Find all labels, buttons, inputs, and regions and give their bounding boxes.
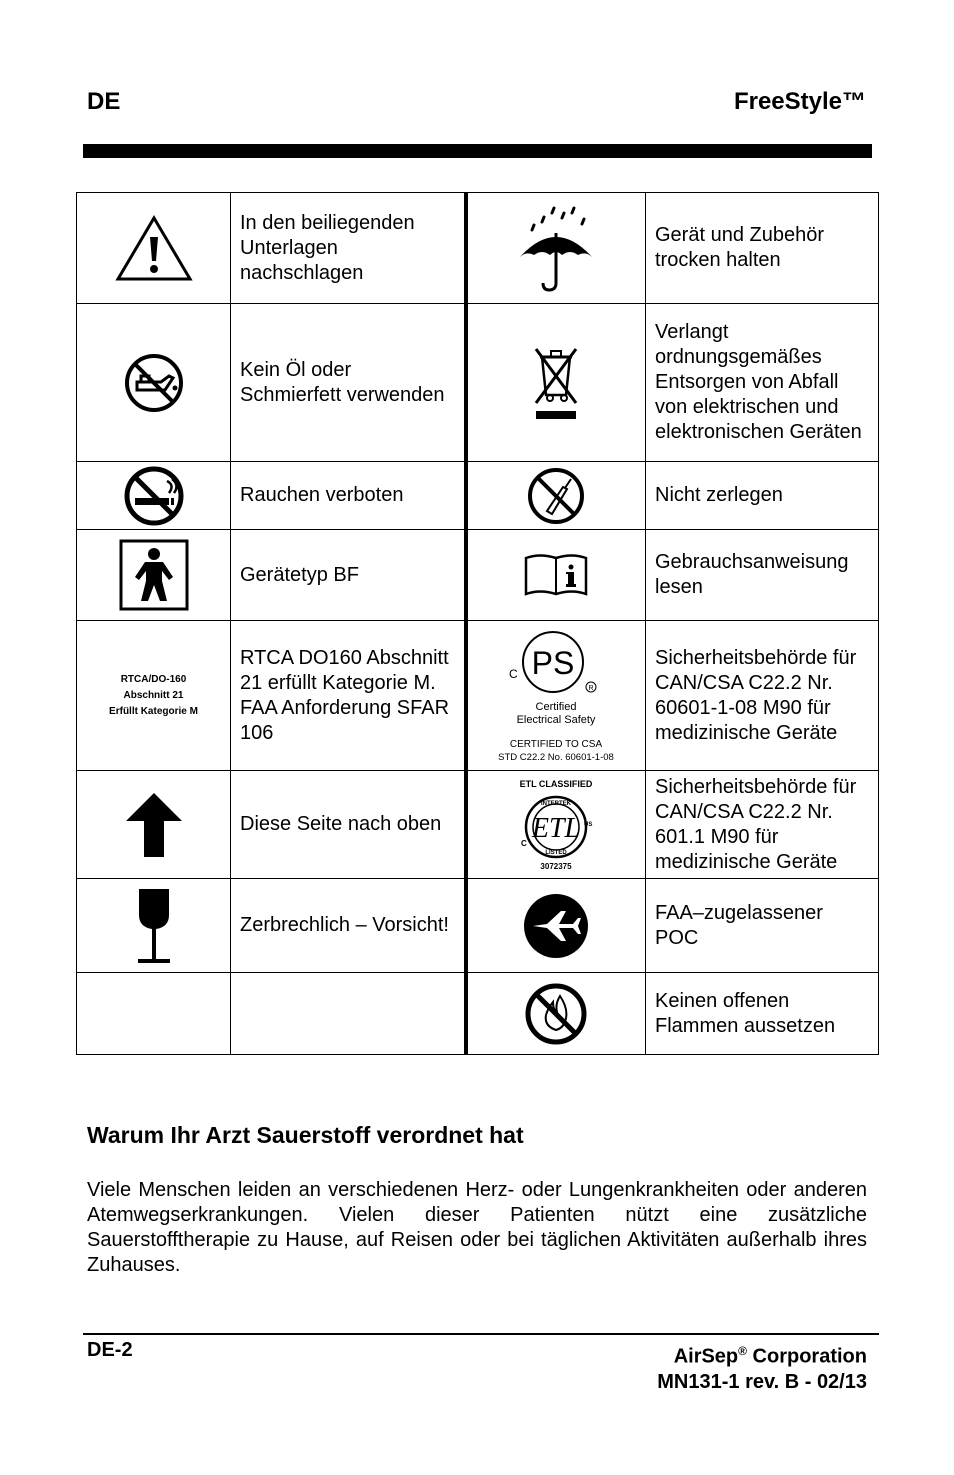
umbrella-rain-icon bbox=[466, 193, 646, 304]
csa-mark-icon bbox=[466, 621, 646, 771]
no-open-flame-icon bbox=[466, 973, 646, 1055]
warning-triangle-icon bbox=[77, 193, 231, 304]
empty-cell bbox=[231, 973, 466, 1055]
company-suffix: Corporation bbox=[747, 1345, 867, 1368]
airplane-icon bbox=[466, 879, 646, 973]
symbol-description: Verlangt ordnungsgemäßes Entsorgen von Abfall von elektrischen und elektronischen Geräten bbox=[646, 304, 879, 462]
header-rule bbox=[83, 144, 872, 158]
table-row bbox=[77, 621, 879, 771]
header-product: FreeStyle™ bbox=[733, 88, 866, 115]
csa-line2: STD C22.2 No. 60601-1-08 bbox=[498, 751, 615, 763]
table-row bbox=[77, 193, 879, 304]
symbol-description: RTCA DO160 Abschnitt 21 erfüllt Kategorie M. FAA Anforderung SFAR 106 bbox=[231, 621, 466, 771]
etl-classified: ETL CLASSIFIED bbox=[519, 778, 593, 789]
csa-electrical-safety: Electrical Safety bbox=[516, 713, 596, 726]
symbol-description: Sicherheitsbehörde für CAN/CSA C22.2 Nr. 601.1 M90 für medizinische Geräte bbox=[646, 771, 879, 879]
symbol-description: Diese Seite nach oben bbox=[231, 771, 466, 879]
csa-ps: PS bbox=[531, 644, 575, 681]
symbol-description: Gebrauchsanweisung lesen bbox=[646, 530, 879, 621]
header-language: DE bbox=[87, 88, 121, 115]
csa-c: C bbox=[509, 666, 518, 681]
no-disassembly-icon bbox=[466, 462, 646, 530]
etl-intertek: INTERTEK bbox=[541, 800, 572, 807]
footer-company-block bbox=[657, 1339, 867, 1395]
fragile-glass-icon bbox=[77, 879, 231, 973]
registered-mark: ® bbox=[738, 1344, 747, 1358]
read-manual-icon bbox=[466, 530, 646, 621]
empty-cell bbox=[77, 973, 231, 1055]
no-oil-icon bbox=[77, 304, 231, 462]
weee-bin-icon bbox=[466, 304, 646, 462]
symbol-description: Gerätetyp BF bbox=[231, 530, 466, 621]
svg-text:R: R bbox=[588, 684, 594, 692]
rtca-line: RTCA/DO-160 bbox=[120, 673, 187, 685]
section-title: Warum Ihr Arzt Sauerstoff verordnet hat bbox=[87, 1122, 524, 1148]
table-row bbox=[77, 973, 879, 1055]
section-body: Viele Menschen leiden an verschiedenen Herz- oder Lungenkrankheiten oder anderen Atemwegserkrankungen. Vielen dieser Patienten nützt eine zusätzliche Sauerstofftherapie zu Hause, auf Reisen oder bei täglichen Aktivitäten außerhalb ihres Zuhauses. bbox=[87, 1179, 867, 1276]
no-smoking-icon bbox=[77, 462, 231, 530]
table-row bbox=[77, 304, 879, 462]
csa-line1: CERTIFIED TO CSA bbox=[510, 738, 603, 750]
rtca-line: Erfüllt Kategorie M bbox=[109, 705, 198, 717]
document-revision: MN131-1 rev. B - 02/13 bbox=[657, 1370, 867, 1393]
footer-rule bbox=[83, 1333, 879, 1335]
rtca-line: Abschnitt 21 bbox=[123, 689, 184, 701]
type-bf-icon bbox=[77, 530, 231, 621]
symbol-description: Zerbrechlich – Vorsicht! bbox=[231, 879, 466, 973]
etl-number: 3072375 bbox=[540, 861, 572, 871]
rtca-label bbox=[77, 621, 231, 771]
etl-c: C bbox=[521, 838, 528, 848]
table-row bbox=[77, 879, 879, 973]
etl-listed: LISTED bbox=[545, 849, 567, 856]
table-row bbox=[77, 771, 879, 879]
etl-mark-icon bbox=[466, 771, 646, 879]
symbol-description: FAA–zugelassener POC bbox=[646, 879, 879, 973]
symbol-description: Sicherheitsbehörde für CAN/CSA C22.2 Nr. 60601-1-08 M90 für medizinische Geräte bbox=[646, 621, 879, 771]
page-number: DE-2 bbox=[87, 1339, 133, 1361]
table-row bbox=[77, 462, 879, 530]
symbol-description: Keinen offenen Flammen aussetzen bbox=[646, 973, 879, 1055]
symbols-table bbox=[76, 192, 879, 1055]
symbol-description: Kein Öl oder Schmierfett verwenden bbox=[231, 304, 466, 462]
table-row bbox=[77, 530, 879, 621]
symbol-description: Nicht zerlegen bbox=[646, 462, 879, 530]
svg-text:ETL: ETL bbox=[532, 812, 581, 844]
csa-certified: Certified bbox=[535, 700, 577, 713]
symbol-description: In den beiliegenden Unterlagen nachschlagen bbox=[231, 193, 466, 304]
symbol-description: Gerät und Zubehör trocken halten bbox=[646, 193, 879, 304]
symbol-description: Rauchen verboten bbox=[231, 462, 466, 530]
arrow-up-icon bbox=[77, 771, 231, 879]
etl-us: US bbox=[584, 821, 593, 828]
company-name: AirSep bbox=[673, 1345, 739, 1368]
